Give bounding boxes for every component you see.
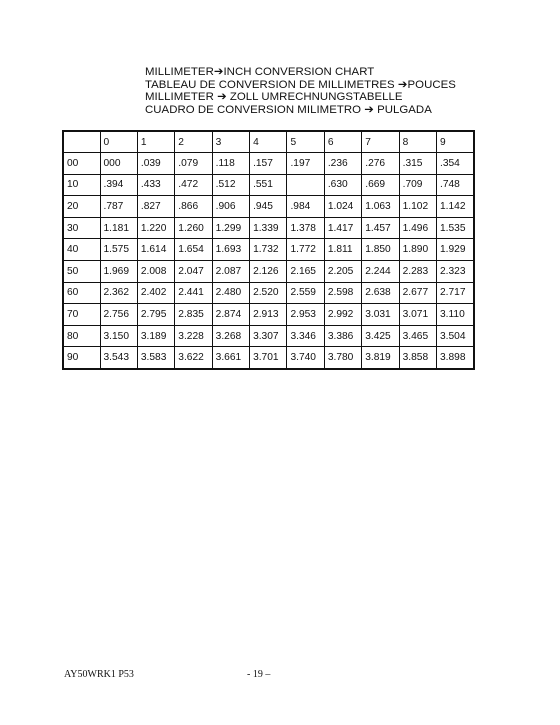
table-cell: .945 <box>250 196 287 218</box>
table-cell: 2.520 <box>250 282 287 304</box>
table-cell: 3.701 <box>250 347 287 369</box>
table-cell: .669 <box>362 174 399 196</box>
table-cell: .315 <box>399 153 436 175</box>
table-cell: 3.622 <box>175 347 212 369</box>
table-cell: .394 <box>100 174 137 196</box>
header-cell: 9 <box>437 131 474 153</box>
table-cell: 3.465 <box>399 325 436 347</box>
table-cell: 1.890 <box>399 239 436 261</box>
table-row <box>63 304 474 326</box>
table-cell: 3.189 <box>137 325 174 347</box>
table-cell: .827 <box>137 196 174 218</box>
table-cell: 2.205 <box>324 261 361 283</box>
table-header-row <box>63 131 474 153</box>
table-cell: 3.425 <box>362 325 399 347</box>
table-cell: 2.441 <box>175 282 212 304</box>
table-cell: .906 <box>212 196 249 218</box>
table-cell: 1.732 <box>250 239 287 261</box>
table-cell <box>287 174 324 196</box>
table-cell: 2.992 <box>324 304 361 326</box>
table-cell: 1.693 <box>212 239 249 261</box>
row-label-cell: 10 <box>63 174 100 196</box>
table-row <box>63 196 474 218</box>
table-cell: 1.811 <box>324 239 361 261</box>
table-cell: 1.102 <box>399 196 436 218</box>
table-cell: .276 <box>362 153 399 175</box>
table-row <box>63 153 474 175</box>
row-label-cell: 20 <box>63 196 100 218</box>
header-cell: 4 <box>250 131 287 153</box>
header-corner-cell <box>63 131 100 153</box>
table-cell: 2.913 <box>250 304 287 326</box>
table-cell: 3.780 <box>324 347 361 369</box>
table-cell: 1.181 <box>100 217 137 239</box>
table-cell: .039 <box>137 153 174 175</box>
table-cell: .512 <box>212 174 249 196</box>
table-cell: 3.228 <box>175 325 212 347</box>
table-cell: 1.772 <box>287 239 324 261</box>
table-cell: 1.850 <box>362 239 399 261</box>
table-cell: 2.559 <box>287 282 324 304</box>
table-cell: 3.386 <box>324 325 361 347</box>
table-cell: 2.402 <box>137 282 174 304</box>
table-cell: 2.087 <box>212 261 249 283</box>
row-label-cell: 30 <box>63 217 100 239</box>
table-cell: 2.874 <box>212 304 249 326</box>
table-cell: .984 <box>287 196 324 218</box>
table-cell: 1.142 <box>437 196 474 218</box>
table-row <box>63 239 474 261</box>
table-cell: 3.110 <box>437 304 474 326</box>
table-cell: 2.283 <box>399 261 436 283</box>
table-cell: 1.929 <box>437 239 474 261</box>
table-cell: 2.756 <box>100 304 137 326</box>
header-cell: 5 <box>287 131 324 153</box>
table-cell: 3.898 <box>437 347 474 369</box>
table-cell: 2.835 <box>175 304 212 326</box>
table-cell: 3.071 <box>399 304 436 326</box>
table-cell: .118 <box>212 153 249 175</box>
table-cell: 1.024 <box>324 196 361 218</box>
table-cell: 1.969 <box>100 261 137 283</box>
table-cell: 1.063 <box>362 196 399 218</box>
document-code: AY50WRK1 P53 <box>64 669 134 680</box>
table-cell: 2.165 <box>287 261 324 283</box>
table-row <box>63 217 474 239</box>
table-row <box>63 347 474 369</box>
table-cell: .197 <box>287 153 324 175</box>
conversion-table <box>62 130 475 370</box>
table-cell: .236 <box>324 153 361 175</box>
title-spanish: CUADRO DE CONVERSION MILIMETRO ➔ PULGADA <box>145 103 432 116</box>
table-cell: .157 <box>250 153 287 175</box>
table-cell: 3.150 <box>100 325 137 347</box>
table-cell: .433 <box>137 174 174 196</box>
header-cell: 2 <box>175 131 212 153</box>
table-row <box>63 282 474 304</box>
table-cell: 3.819 <box>362 347 399 369</box>
table-cell: 2.008 <box>137 261 174 283</box>
table-cell: 000 <box>100 153 137 175</box>
table-cell: 1.614 <box>137 239 174 261</box>
table-cell: 1.575 <box>100 239 137 261</box>
table-cell: 1.535 <box>437 217 474 239</box>
table-cell: 3.583 <box>137 347 174 369</box>
table-cell: .354 <box>437 153 474 175</box>
table-cell: 2.953 <box>287 304 324 326</box>
table-cell: 2.717 <box>437 282 474 304</box>
header-cell: 0 <box>100 131 137 153</box>
table-row <box>63 261 474 283</box>
row-label-cell: 80 <box>63 325 100 347</box>
header-cell: 6 <box>324 131 361 153</box>
table-cell: 3.740 <box>287 347 324 369</box>
table-cell: 1.339 <box>250 217 287 239</box>
table-cell: 1.417 <box>324 217 361 239</box>
table-cell: 1.654 <box>175 239 212 261</box>
table-cell: .472 <box>175 174 212 196</box>
table-cell: 2.362 <box>100 282 137 304</box>
table-row <box>63 325 474 347</box>
table-cell: 3.268 <box>212 325 249 347</box>
table-cell: 3.346 <box>287 325 324 347</box>
title-french: TABLEAU DE CONVERSION DE MILLIMETRES ➔POUCES <box>145 78 456 91</box>
table-cell: .748 <box>437 174 474 196</box>
table-cell: 2.795 <box>137 304 174 326</box>
row-label-cell: 50 <box>63 261 100 283</box>
row-label-cell: 40 <box>63 239 100 261</box>
table-cell: .630 <box>324 174 361 196</box>
table-cell: 3.031 <box>362 304 399 326</box>
table-cell: 3.504 <box>437 325 474 347</box>
page-number: - 19 – <box>247 669 271 680</box>
table-cell: 1.496 <box>399 217 436 239</box>
table-cell: 2.323 <box>437 261 474 283</box>
table-cell: 3.661 <box>212 347 249 369</box>
table-cell: .787 <box>100 196 137 218</box>
table-cell: 1.220 <box>137 217 174 239</box>
table-cell: 2.598 <box>324 282 361 304</box>
row-label-cell: 90 <box>63 347 100 369</box>
chart-titles <box>145 66 456 116</box>
table-cell: 1.457 <box>362 217 399 239</box>
row-label-cell: 70 <box>63 304 100 326</box>
table-cell: .079 <box>175 153 212 175</box>
header-cell: 7 <box>362 131 399 153</box>
row-label-cell: 60 <box>63 282 100 304</box>
title-german: MILLIMETER ➔ ZOLL UMRECHNUNGSTABELLE <box>145 91 403 103</box>
table-cell: 2.677 <box>399 282 436 304</box>
header-cell: 8 <box>399 131 436 153</box>
table-cell: 2.126 <box>250 261 287 283</box>
table-row <box>63 174 474 196</box>
table-cell: 2.480 <box>212 282 249 304</box>
header-cell: 1 <box>137 131 174 153</box>
table-cell: 2.244 <box>362 261 399 283</box>
table-cell: .709 <box>399 174 436 196</box>
table-cell: .866 <box>175 196 212 218</box>
table-cell: 1.299 <box>212 217 249 239</box>
row-label-cell: 00 <box>63 153 100 175</box>
title-english: MILLIMETER➔INCH CONVERSION CHART <box>145 66 375 78</box>
table-cell: 2.638 <box>362 282 399 304</box>
table-cell: .551 <box>250 174 287 196</box>
header-cell: 3 <box>212 131 249 153</box>
table-cell: 3.543 <box>100 347 137 369</box>
table-cell: 2.047 <box>175 261 212 283</box>
table-cell: 1.260 <box>175 217 212 239</box>
table-cell: 3.307 <box>250 325 287 347</box>
table-cell: 3.858 <box>399 347 436 369</box>
table-cell: 1.378 <box>287 217 324 239</box>
